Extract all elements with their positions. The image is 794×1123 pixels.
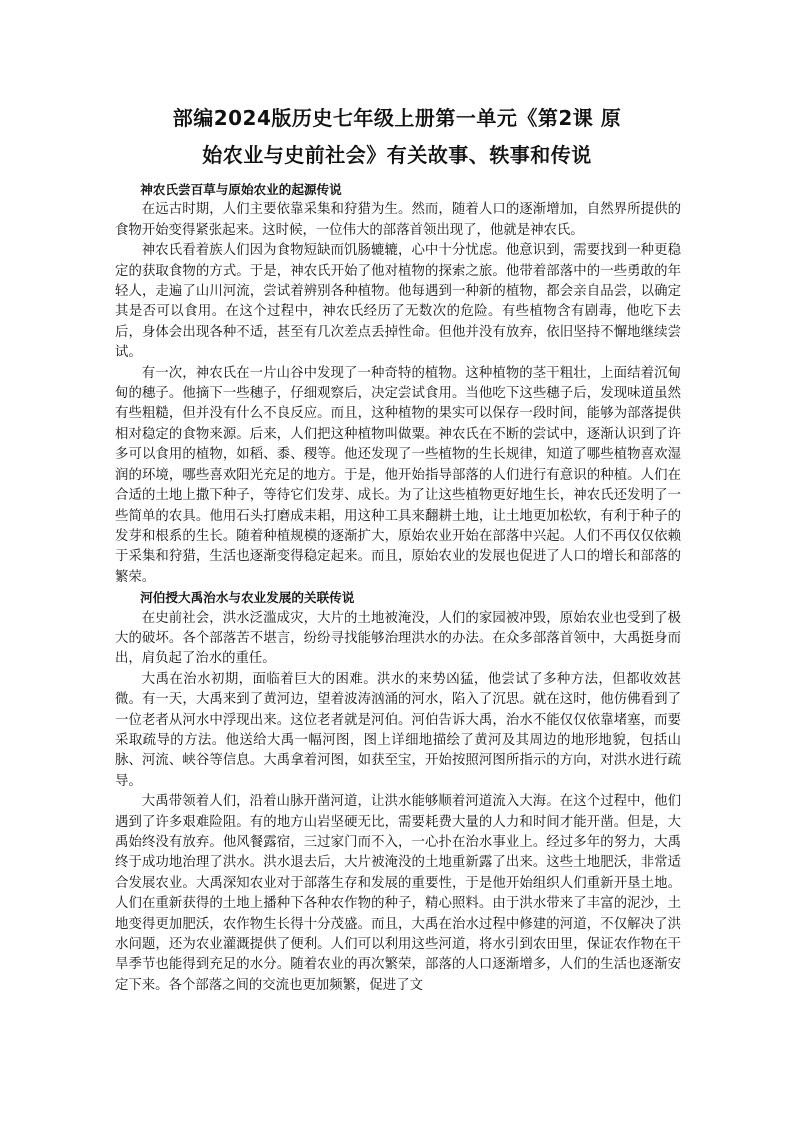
paragraph: 在远古时期，人们主要依靠采集和狩猎为生。然而，随着人口的逐渐增加，自然界所提供的食物开始变得紧张起来。这时候，一位伟大的部落首领出现了，他就是神农氏。 xyxy=(115,202,681,238)
document-title xyxy=(112,100,682,174)
title-line-2: 始农业与史前社会》有关故事、轶事和传说 xyxy=(202,143,592,167)
paragraph: 在史前社会，洪水泛滥成灾，大片的土地被淹没，人们的家园被冲毁，原始农业也受到了极大的破坏。各个部落苦不堪言，纷纷寻找能够治理洪水的办法。在众多部落首领中，大禹挺身而出，肩负起了治水的重任。 xyxy=(115,610,681,667)
paragraph: 神农氏看着族人们因为食物短缺而饥肠辘辘，心中十分忧虑。他意识到，需要找到一种更稳定的获取食物的方式。于是，神农氏开始了他对植物的探索之旅。他带着部落中的一些勇敢的年轻人，走遍了山川河流，尝试着辨别各种植物。他每遇到一种新的植物，都会亲自品尝，以确定其是否可以食用。在这个过程中，神农氏经历了无数次的危险。有些植物含有剧毒，他吃下去后，身体会出现各种不适，甚至有几次差点丢掉性命。但他并没有放弃，依旧坚持不懈地继续尝试。 xyxy=(115,243,681,361)
section-heading-dayu: 河伯授大禹治水与农业发展的关联传说 xyxy=(140,590,355,606)
paragraph: 大禹带领着人们，沿着山脉开凿河道，让洪水能够顺着河道流入大海。在这个过程中，他们遇到了许多艰难险阻。有的地方山岩坚硬无比，需要耗费大量的人力和时间才能开凿。但是，大禹始终没有放弃。他风餐露宿，三过家门而不入，一心扑在治水事业上。经过多年的努力，大禹终于成功地治理了洪水。洪水退去后，大片被淹没的土地重新露了出来。这些土地肥沃，非常适合发展农业。大禹深知农业对于部落生存和发展的重要性，于是他开始组织人们重新开垦土地。人们在重新获得的土地上播种下各种农作物的种子，精心照料。由于洪水带来了丰富的泥沙，土地变得更加肥沃，农作物生长得十分茂盛。而且，大禹在治水过程中修建的河道，不仅解决了洪水问题，还为农业灌溉提供了便利。人们可以利用这些河道，将水引到农田里，保证农作物在干旱季节也能得到充足的水分。随着农业的再次繁荣，部落的人口逐渐增多，人们的生活也逐渐安定下来。各个部落之间的交流也更加频繁，促进了文 xyxy=(115,794,681,993)
title-line-1: 部编2024版历史七年级上册第一单元《第2课 原 xyxy=(172,106,622,130)
paragraph: 有一次，神农氏在一片山谷中发现了一种奇特的植物。这种植物的茎干粗壮，上面结着沉甸甸的穗子。他摘下一些穗子，仔细观察后，决定尝试食用。当他吃下这些穗子后，发现味道虽然有些粗糙，但并没有什么不良反应。而且，这种植物的果实可以保存一段时间，能够为部落提供相对稳定的食物来源。后来，人们把这种植物叫做粟。神农氏在不断的尝试中，逐渐认识到了许多可以食用的植物，如稻、黍、稷等。他还发现了一些植物的生长规律，知道了哪些植物喜欢湿润的环境，哪些喜欢阳光充足的地方。于是，他开始指导部落的人们进行有意识的种植。人们在合适的土地上撒下种子，等待它们发芽、成长。为了让这些植物更好地生长，神农氏还发明了一些简单的农具。他用石头打磨成耒耜，用这种工具来翻耕土地，让土地更加松软，有利于种子的发芽和根系的生长。随着种植规模的逐渐扩大，原始农业开始在部落中兴起。人们不再仅仅依赖于采集和狩猎，生活也逐渐变得稳定起来。而且，原始农业的发展也促进了人口的增长和部落的繁荣。 xyxy=(115,365,681,585)
document-body xyxy=(115,180,681,996)
section-heading-shennong: 神农氏尝百草与原始农业的起源传说 xyxy=(140,182,342,197)
paragraph: 大禹在治水初期，面临着巨大的困难。洪水的来势凶猛，他尝试了多种方法，但都收效甚微。有一天，大禹来到了黄河边，望着波涛汹涌的河水，陷入了沉思。就在这时，他仿佛看到了一位老者从河水中浮现出来。这位老者就是河伯。河伯告诉大禹，治水不能仅仅依靠堵塞，而要采取疏导的方法。他送给大禹一幅河图，图上详细地描绘了黄河及其周边的地形地貌，包括山脉、河流、峡谷等信息。大禹拿着河图，如获至宝，开始按照河图所指示的方向，对洪水进行疏导。 xyxy=(115,671,681,789)
